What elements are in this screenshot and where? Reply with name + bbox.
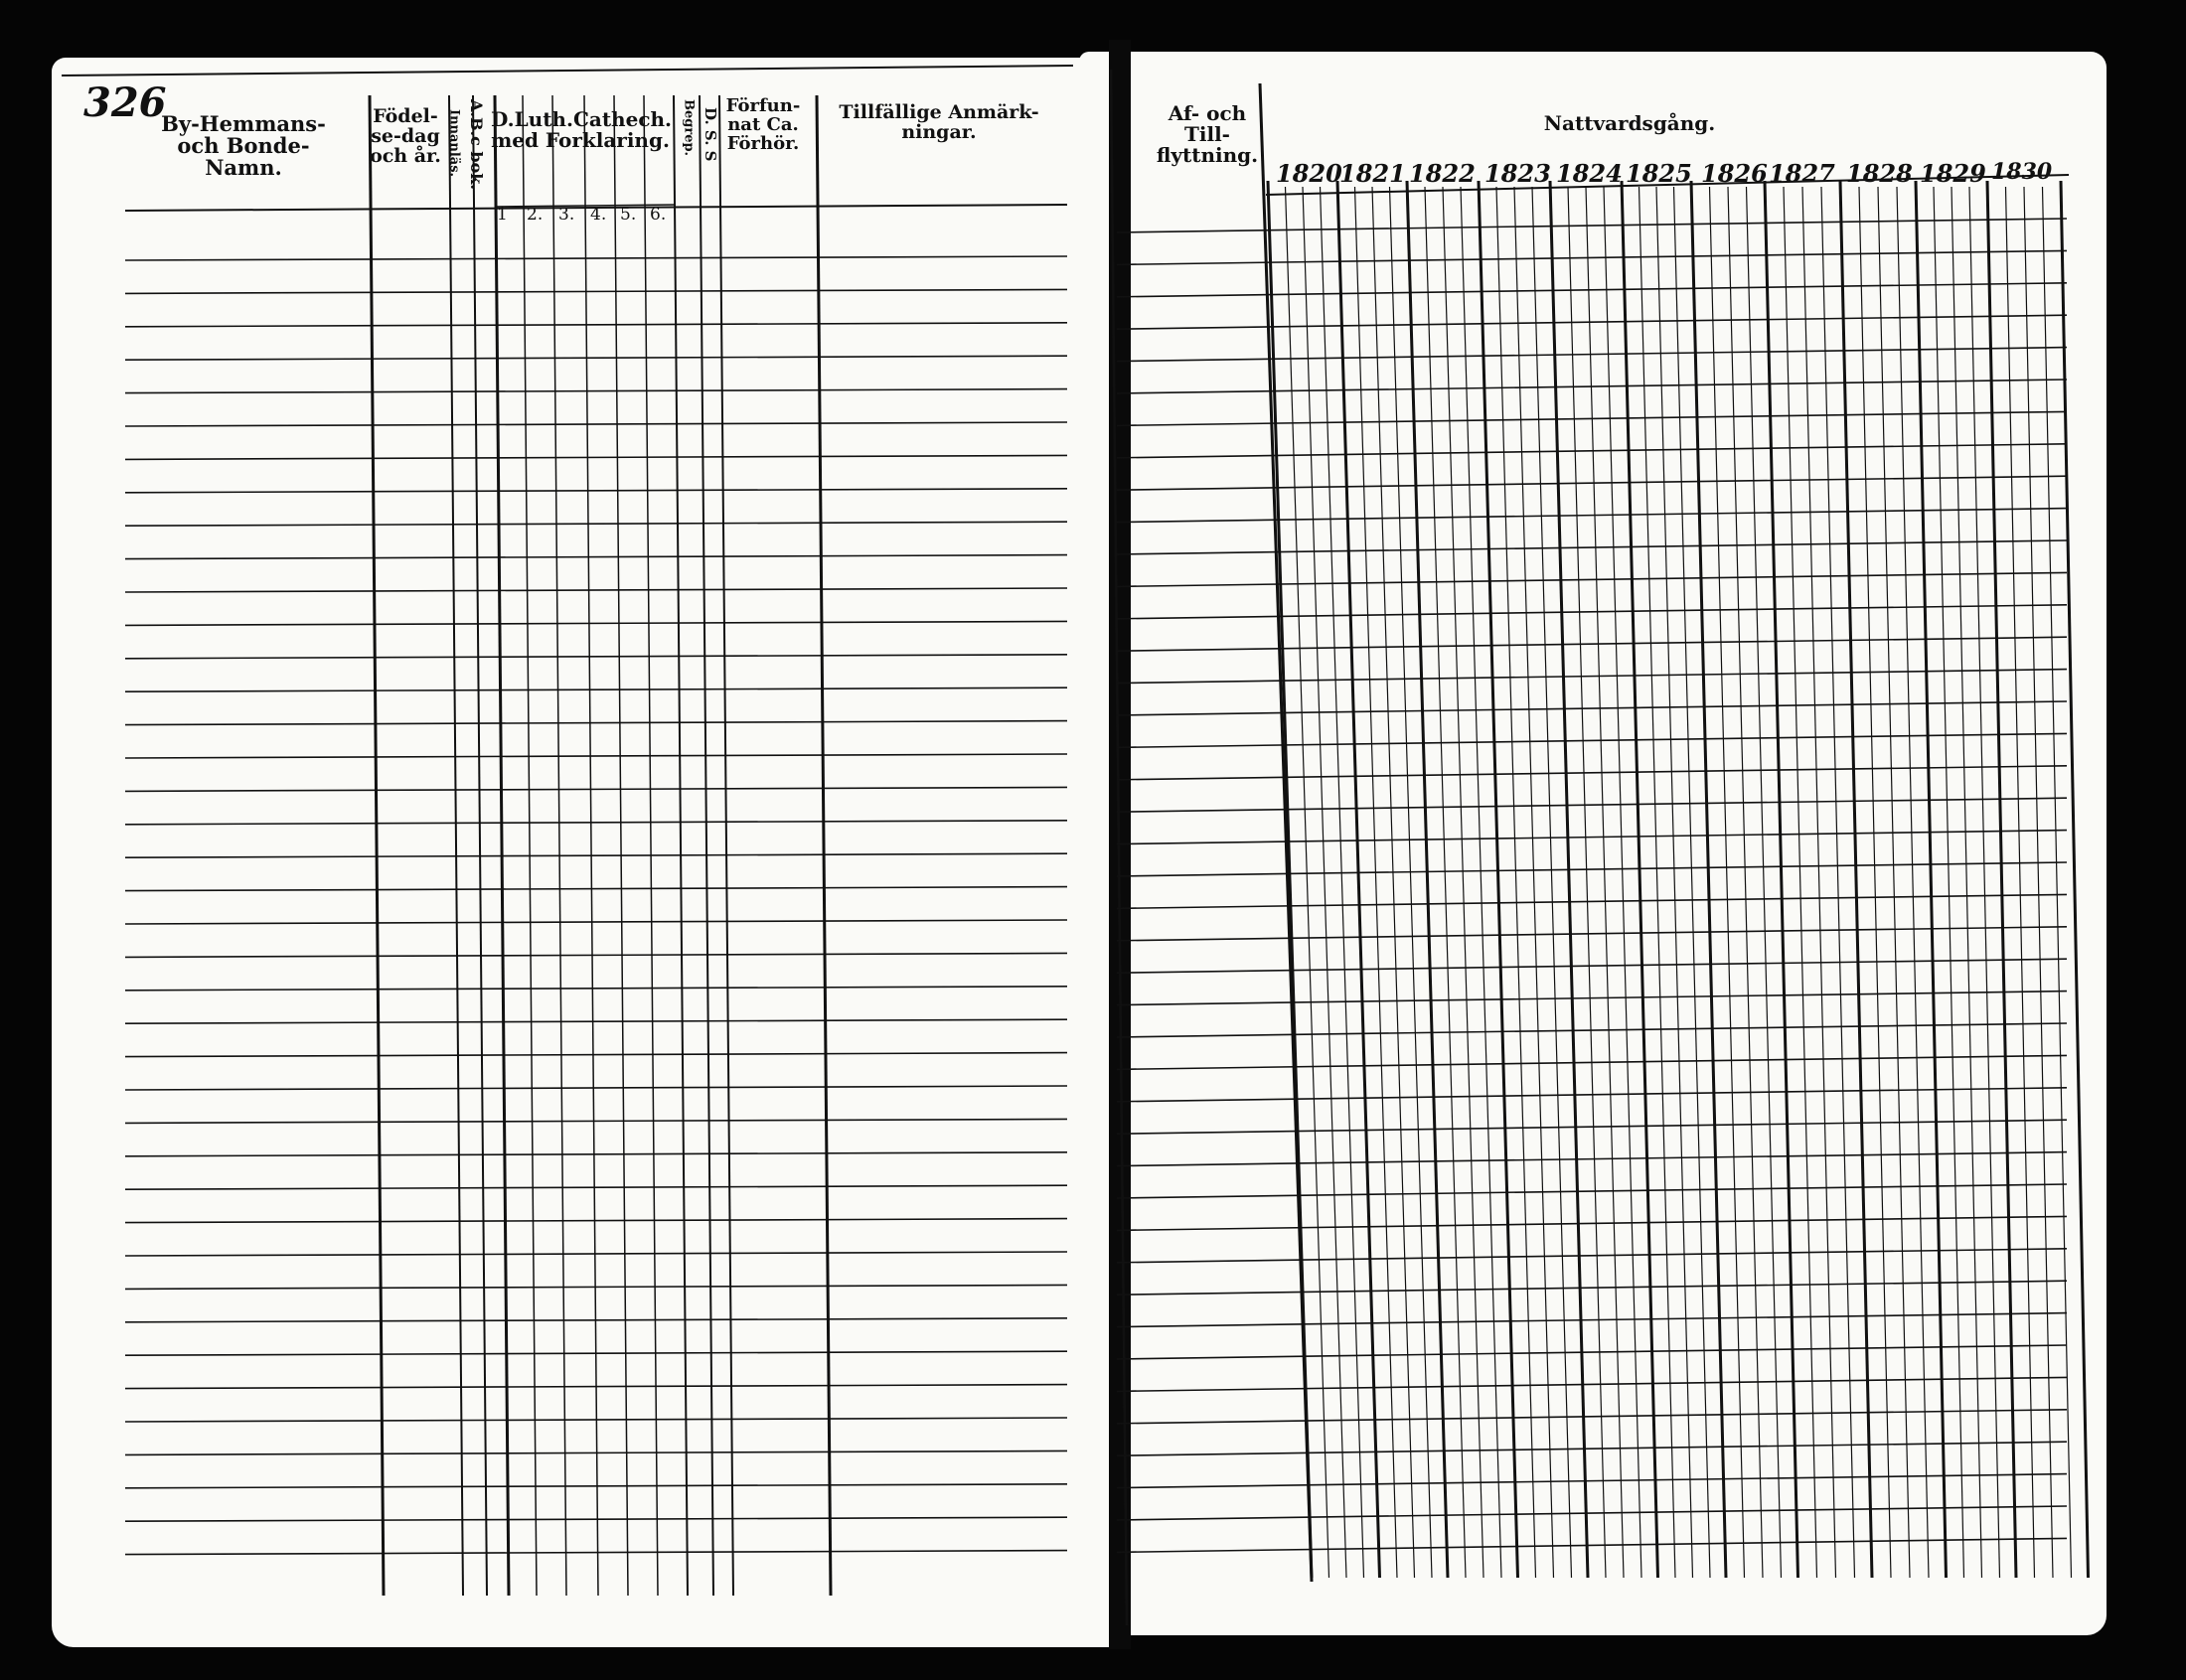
left-row-rule: [125, 1252, 1067, 1256]
forfunnat-header: Förfun-nat Ca. Förhör.: [725, 95, 801, 154]
left-row-rule: [125, 1484, 1067, 1488]
right-row-rule: [1117, 1281, 2067, 1295]
right-row-rule: [1117, 637, 2067, 651]
year-label-1828: 1828: [1846, 159, 1913, 188]
left-row-rule: [125, 821, 1067, 825]
left-row-rule: [125, 1152, 1067, 1156]
year-subcolumn-rule: [1568, 187, 1606, 1578]
right-row-rule: [1117, 1442, 2067, 1455]
year-label-1821: 1821: [1339, 159, 1406, 188]
right-row-rule: [1117, 348, 2067, 362]
catechism-part-4: 4.: [590, 205, 607, 225]
left-row-rule: [125, 655, 1067, 659]
year-label-1826: 1826: [1701, 159, 1768, 188]
left-row-rule: [125, 455, 1067, 459]
left-row-rule: [125, 1285, 1067, 1289]
page-number: 326: [83, 79, 167, 126]
year-subcolumn-rule: [1532, 187, 1572, 1578]
left-row-rule: [125, 389, 1067, 393]
year-subcolumn-rule: [2024, 187, 2053, 1578]
left-row-rule: [125, 422, 1067, 426]
year-column-rule: [1987, 181, 2016, 1578]
year-subcolumn-rule: [1674, 187, 1711, 1578]
right-row-rule: [1117, 1023, 2067, 1037]
right-row-rule: [1117, 1216, 2067, 1230]
year-subcolumn-rule: [1640, 187, 1676, 1578]
year-subcolumn-rule: [1802, 187, 1836, 1578]
year-subcolumn-rule: [1728, 187, 1763, 1578]
left-row-rule: [125, 1219, 1067, 1223]
right-row-rule: [1117, 831, 2067, 844]
year-label-1824: 1824: [1556, 159, 1623, 188]
left-column-rule: [644, 95, 658, 1596]
left-column-rule: [552, 95, 566, 1596]
right-row-rule: [1117, 766, 2067, 780]
left-row-rule: [125, 721, 1067, 725]
village-farm-name-header: By-Hemmans- och Bonde-Namn.: [161, 111, 326, 181]
left-row-rule: [125, 356, 1067, 360]
right-row-rule: [1117, 992, 2067, 1005]
year-subcolumn-rule: [1878, 187, 1910, 1578]
right-row-rule: [1117, 1313, 2067, 1327]
year-label-1829: 1829: [1920, 159, 1986, 188]
year-label-1822: 1822: [1409, 159, 1476, 188]
left-column-rule: [614, 95, 628, 1596]
right-row-rule: [1117, 1538, 2067, 1552]
left-row-rule: [125, 887, 1067, 891]
left-row-rule: [125, 1053, 1067, 1057]
year-subcolumn-rule: [1710, 187, 1745, 1578]
right-row-rule: [1117, 1088, 2067, 1102]
left-row-rule: [125, 1119, 1067, 1123]
year-subcolumn-rule: [1443, 187, 1483, 1578]
year-subcolumn-rule: [2006, 187, 2035, 1578]
left-column-rule: [446, 95, 463, 1596]
year-subcolumn-rule: [2043, 187, 2072, 1578]
year-subcolumn-rule: [1286, 187, 1329, 1578]
right-row-rule: [1117, 927, 2067, 941]
year-label-1820: 1820: [1276, 159, 1342, 188]
ds-header: D. S. S: [701, 107, 719, 162]
left-column-rule: [700, 95, 713, 1596]
year-label-1827: 1827: [1769, 159, 1835, 188]
year-label-1823: 1823: [1484, 159, 1551, 188]
right-row-rule: [1117, 798, 2067, 812]
right-row-rule: [1117, 1506, 2067, 1520]
left-row-rule: [125, 1185, 1067, 1189]
right-row-rule: [1117, 1120, 2067, 1134]
birth-date-header: Födel-se-dag och år.: [370, 105, 441, 167]
catechism-part-6: 6.: [650, 205, 667, 225]
left-row-rule: [125, 289, 1067, 293]
begrepp-header: Begrep.: [681, 99, 697, 157]
year-column-rule: [1622, 181, 1658, 1578]
year-subcolumn-rule: [1303, 187, 1346, 1578]
year-column-rule: [2061, 181, 2089, 1578]
year-subcolumn-rule: [1355, 187, 1398, 1578]
right-row-rule: [1117, 283, 2067, 297]
communion-header: Nattvardsgång.: [1543, 111, 1716, 135]
right-row-rule: [1117, 733, 2067, 747]
year-column-rule: [1840, 181, 1872, 1578]
left-column-rule: [817, 95, 831, 1596]
year-column-rule: [1916, 181, 1947, 1578]
abc-book-header: A.B.c bok.: [466, 99, 486, 190]
right-row-rule: [1117, 1152, 2067, 1166]
left-column-rule: [473, 95, 487, 1596]
left-top-rule: [62, 66, 1073, 76]
right-row-rule: [1117, 894, 2067, 908]
left-column-rule: [523, 95, 537, 1596]
catechism-part-2: 2.: [527, 205, 544, 225]
right-row-rule: [1117, 250, 2067, 264]
year-subcolumn-rule: [1461, 187, 1501, 1578]
year-column-rule: [1479, 181, 1518, 1578]
left-row-rule: [125, 754, 1067, 758]
left-row-rule: [125, 1551, 1067, 1555]
year-subcolumn-rule: [1934, 187, 1964, 1578]
right-row-rule: [1117, 444, 2067, 458]
right-row-rule: [1117, 1249, 2067, 1263]
remarks-header: Tillfällige Anmärk-ningar.: [839, 101, 1039, 143]
year-subcolumn-rule: [1897, 187, 1929, 1578]
left-row-rule: [125, 687, 1067, 691]
year-column-rule: [1407, 181, 1448, 1578]
year-label-1825: 1825: [1626, 159, 1692, 188]
right-row-rule: [1117, 959, 2067, 973]
left-row-rule: [125, 256, 1067, 260]
left-row-rule: [125, 1517, 1067, 1521]
left-column-rule: [719, 95, 733, 1596]
right-row-rule: [1117, 315, 2067, 329]
right-row-rule: [1117, 476, 2067, 490]
right-row-rule: [1117, 1345, 2067, 1359]
year-subcolumn-rule: [1425, 187, 1466, 1578]
left-row-rule: [125, 953, 1067, 957]
catechism-part-5: 5.: [620, 205, 637, 225]
right-row-rule: [1117, 1410, 2067, 1424]
right-row-rule: [1117, 670, 2067, 684]
left-column-rule: [584, 95, 598, 1596]
left-row-rule: [125, 588, 1067, 592]
year-column-rule: [1691, 181, 1726, 1578]
left-row-rule: [125, 920, 1067, 924]
left-column-rule: [495, 95, 509, 1596]
left-row-rule: [125, 987, 1067, 991]
year-column-rule: [1550, 181, 1588, 1578]
left-column-rule: [674, 95, 688, 1596]
right-row-rule: [1117, 1474, 2067, 1488]
left-row-rule: [125, 621, 1067, 625]
year-subcolumn-rule: [1604, 187, 1641, 1578]
left-row-rule: [125, 1086, 1067, 1090]
moving-header: Af- och Till-flyttning.: [1156, 101, 1259, 167]
catechism-part-1: 1: [497, 205, 508, 225]
left-row-rule: [125, 1019, 1067, 1023]
year-subcolumn-rule: [1390, 187, 1433, 1578]
catechism-header: D.Luth.Cathech. med Forklaring.: [491, 107, 673, 152]
year-subcolumn-rule: [1821, 187, 1855, 1578]
innanlas-header: Innanläs.: [446, 109, 462, 178]
year-subcolumn-rule: [1372, 187, 1415, 1578]
year-column-rule: [1765, 181, 1798, 1578]
year-label-1830: 1830: [1991, 159, 2053, 185]
left-row-rule: [125, 787, 1067, 791]
catechism-part-3: 3.: [558, 205, 575, 225]
left-row-rule: [125, 323, 1067, 327]
left-column-rule: [370, 95, 384, 1596]
year-subcolumn-rule: [1656, 187, 1693, 1578]
right-row-rule: [1117, 219, 2067, 232]
year-subcolumn-rule: [1952, 187, 1982, 1578]
year-subcolumn-rule: [1859, 187, 1891, 1578]
year-subcolumn-rule: [1747, 187, 1782, 1578]
right-row-rule: [1117, 862, 2067, 876]
left-row-rule: [125, 555, 1067, 559]
year-subcolumn-rule: [1496, 187, 1536, 1578]
year-subcolumn-rule: [1969, 187, 2000, 1578]
year-subcolumn-rule: [1514, 187, 1554, 1578]
right-row-rule: [1117, 701, 2067, 715]
left-row-rule: [125, 522, 1067, 526]
year-subcolumn-rule: [1784, 187, 1817, 1578]
year-subcolumn-rule: [1586, 187, 1624, 1578]
left-row-rule: [125, 853, 1067, 857]
left-row-rule: [125, 489, 1067, 493]
right-row-rule: [1117, 1184, 2067, 1198]
